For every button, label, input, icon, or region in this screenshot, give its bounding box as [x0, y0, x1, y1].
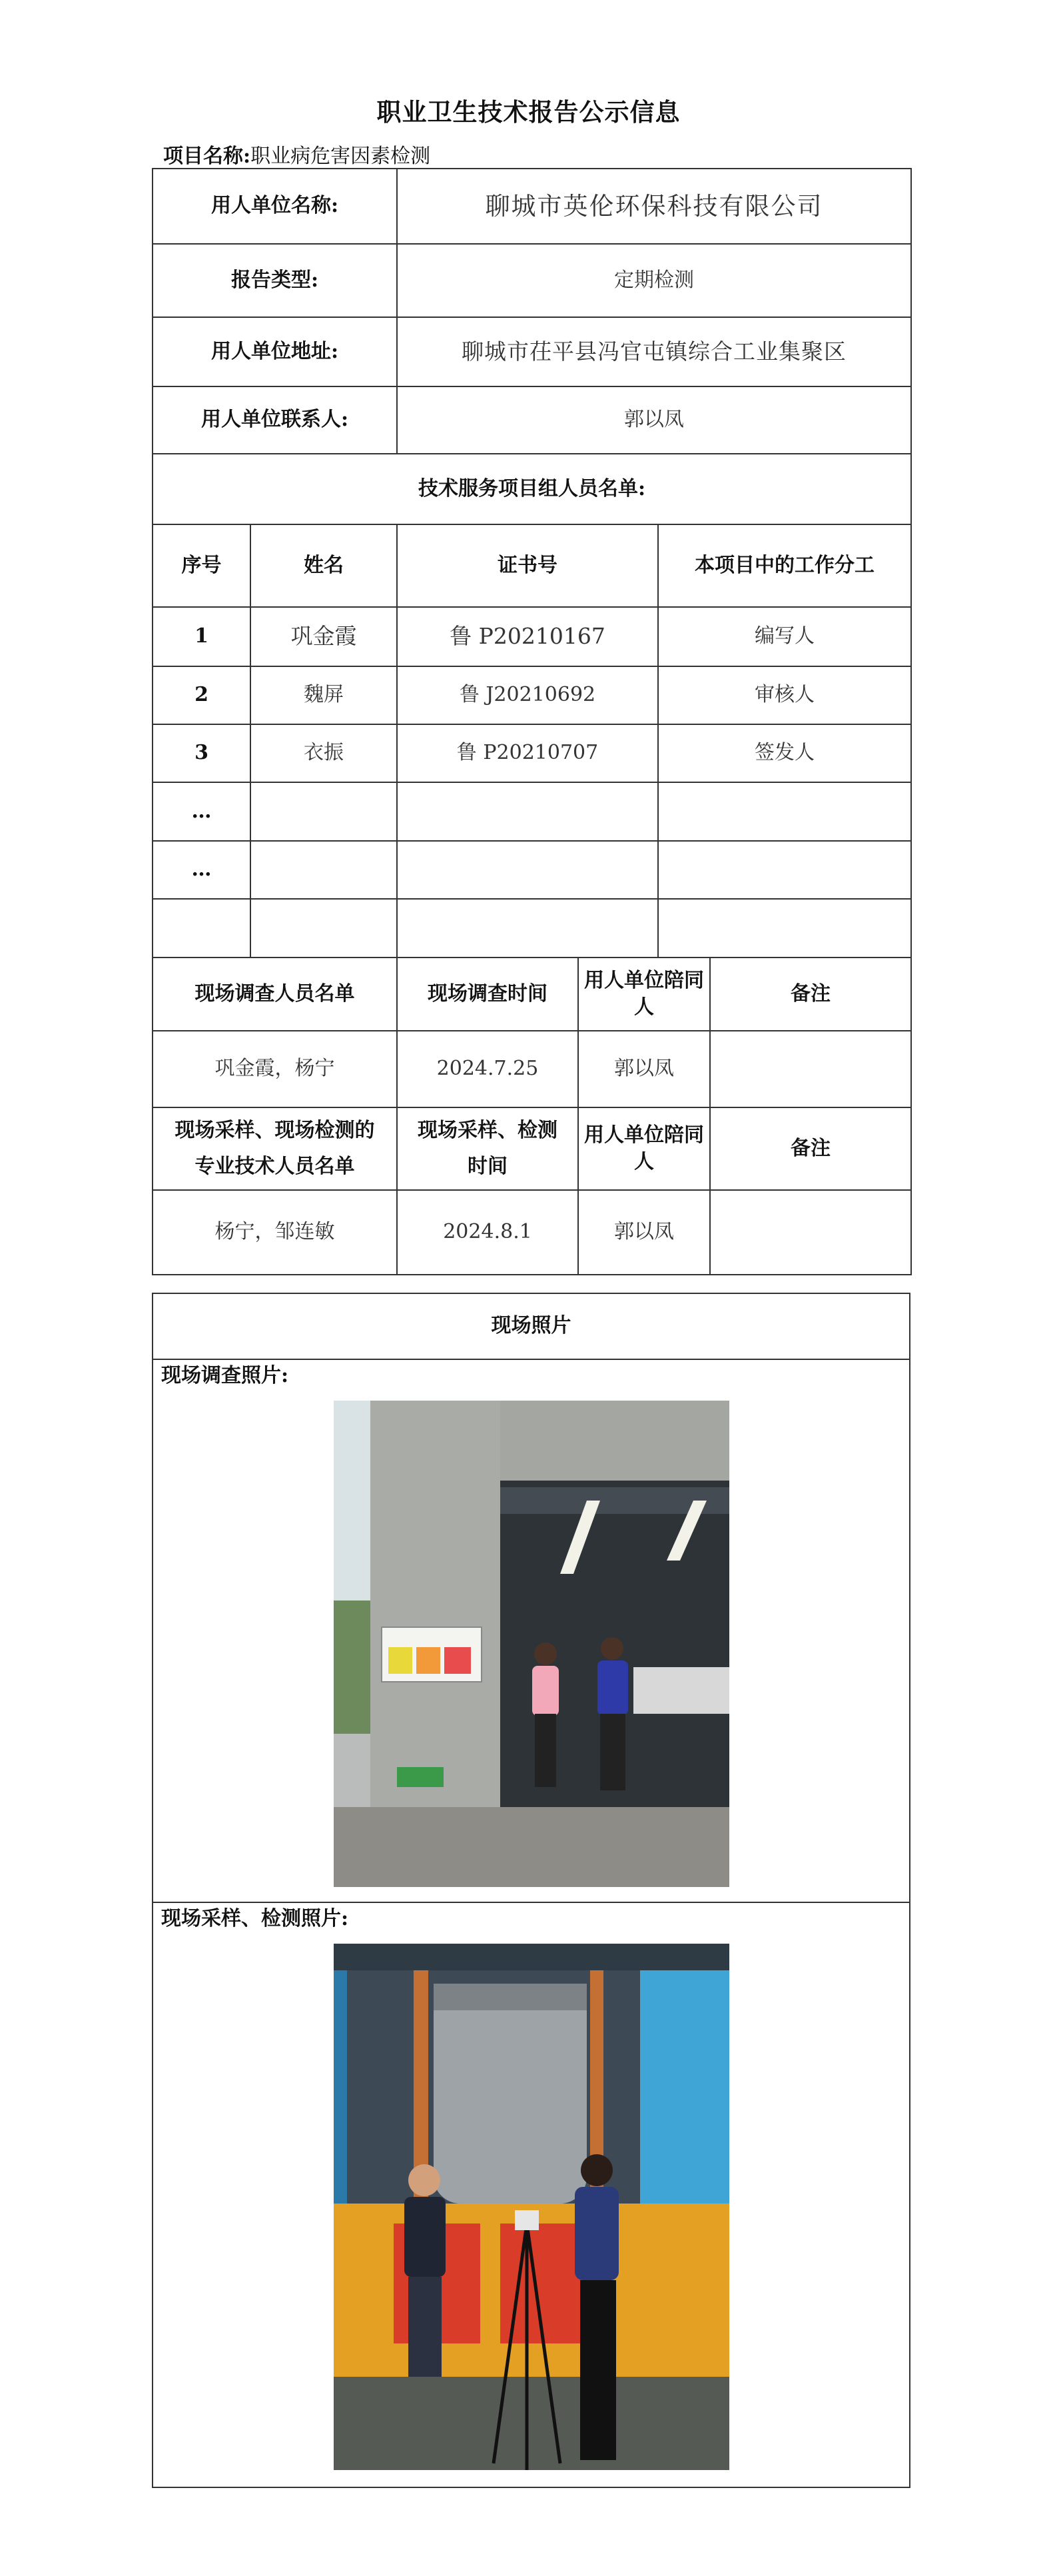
page-title: 职业卫生技术报告公示信息 [376, 97, 681, 127]
sampling-photo-label: 现场采样、检测照片: [161, 1907, 349, 1930]
sampling-col-escort: 用人单位陪同人 [578, 1107, 710, 1190]
row-cert: 鲁 P20210167 [397, 607, 658, 666]
row-name: 巩金霞 [250, 607, 397, 666]
row-no: 2 [153, 666, 250, 724]
row-cert: 鲁 J20210692 [397, 666, 658, 724]
row-role: 编写人 [658, 607, 911, 666]
row-name [250, 899, 397, 958]
sampling-col-staff [153, 1107, 397, 1190]
table-row [153, 782, 911, 841]
survey-photo [334, 1401, 729, 1887]
employer-value: 聊城市英伦环保科技有限公司 [397, 169, 911, 244]
address-label: 用人单位地址: [153, 317, 397, 386]
table-row [153, 607, 911, 666]
table-row [153, 899, 911, 958]
row-role [658, 782, 911, 841]
row-role: 签发人 [658, 724, 911, 782]
row-name: 魏屏 [250, 666, 397, 724]
survey-escort: 郭以凤 [578, 1031, 710, 1107]
row-cert: 鲁 P20210707 [397, 724, 658, 782]
report-type-label: 报告类型: [153, 244, 397, 317]
employer-label: 用人单位名称: [153, 169, 397, 244]
team-heading: 技术服务项目组人员名单: [153, 454, 911, 524]
project-name [163, 139, 430, 169]
info-table [152, 168, 912, 1275]
row-role: 审核人 [658, 666, 911, 724]
survey-col-note: 备注 [710, 958, 911, 1031]
sampling-col-staff-line2: 专业技术人员名单 [194, 1155, 355, 1178]
photo-heading: 现场照片 [153, 1293, 910, 1359]
row-no: … [153, 841, 250, 899]
col-cert: 证书号 [397, 524, 658, 607]
photo-table [152, 1293, 910, 2488]
sampling-note [710, 1190, 911, 1275]
col-name: 姓名 [250, 524, 397, 607]
survey-col-time: 现场调查时间 [397, 958, 578, 1031]
survey-col-escort: 用人单位陪同人 [578, 958, 710, 1031]
sampling-col-note: 备注 [710, 1107, 911, 1190]
contact-label: 用人单位联系人: [153, 386, 397, 454]
project-value: 职业病危害因素检测 [250, 145, 431, 168]
col-no: 序号 [153, 524, 250, 607]
row-name [250, 782, 397, 841]
row-cert [397, 899, 658, 958]
row-cert [397, 782, 658, 841]
row-name: 衣振 [250, 724, 397, 782]
sampling-time: 2024.8.1 [397, 1190, 578, 1275]
contact-value: 郭以凤 [397, 386, 911, 454]
sampling-escort: 郭以凤 [578, 1190, 710, 1275]
sampling-col-time [397, 1107, 578, 1190]
row-no: … [153, 782, 250, 841]
col-role: 本项目中的工作分工 [658, 524, 911, 607]
survey-photo-label: 现场调查照片: [161, 1364, 289, 1387]
row-no: 3 [153, 724, 250, 782]
row-cert [397, 841, 658, 899]
row-no: 1 [153, 607, 250, 666]
table-row [153, 666, 911, 724]
address-value: 聊城市茌平县冯官屯镇综合工业集聚区 [397, 317, 911, 386]
row-role [658, 899, 911, 958]
sampling-col-time-line2: 时间 [468, 1155, 508, 1178]
row-no [153, 899, 250, 958]
survey-col-staff: 现场调查人员名单 [153, 958, 397, 1031]
row-role [658, 841, 911, 899]
report-type-value: 定期检测 [397, 244, 911, 317]
survey-note [710, 1031, 911, 1107]
sampling-photo-cell [153, 1902, 910, 2487]
sampling-col-staff-line1: 现场采样、现场检测的 [175, 1118, 375, 1142]
survey-staff: 巩金霞，杨宁 [153, 1031, 397, 1107]
row-name [250, 841, 397, 899]
project-label: 项目名称: [163, 145, 251, 168]
sampling-staff: 杨宁，邹连敏 [153, 1190, 397, 1275]
survey-time: 2024.7.25 [397, 1031, 578, 1107]
survey-photo-cell [153, 1359, 910, 1902]
sampling-col-time-line1: 现场采样、检测 [418, 1118, 558, 1142]
table-row [153, 724, 911, 782]
sampling-photo [334, 1944, 729, 2470]
table-row [153, 841, 911, 899]
